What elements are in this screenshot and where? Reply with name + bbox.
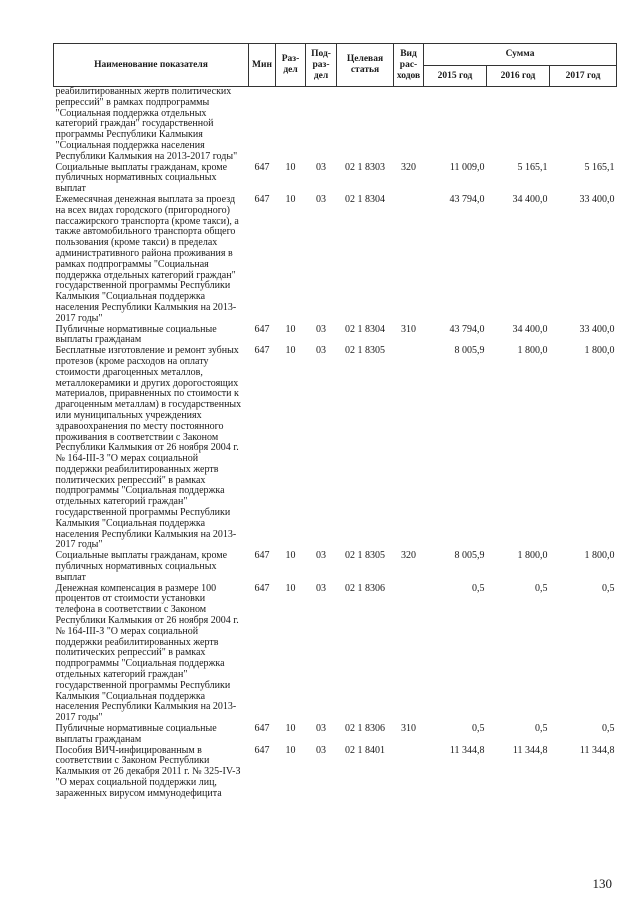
cell-razdel [276,87,306,163]
cell-2015: 8 005,9 [454,345,485,357]
cell-vid [394,346,424,551]
cell-min: 647 [254,323,270,335]
cell-2016: 1 800,0 [517,550,548,562]
cell-target: 02 1 8305 [345,550,385,562]
cell-name: Публичные нормативные социальные выплаты гражданам [55,723,217,745]
cell-podrazdel: 03 [316,323,326,335]
header-target: Целевая статья [337,44,394,87]
cell-name: Социальные выплаты гражданам, кроме публичных нормативных социальных выплат [55,550,228,583]
cell-name: реабилитированных жертв политических репрессий" в рамках подпрограммы "Социальная поддержка отдельных категорий граждан" государственной программы Республики Калмыкия "Социальная поддержка населения Республики Калмыкия на 2013-2017 годы" [55,86,238,162]
cell-podrazdel: 03 [316,345,326,357]
cell-2016: 11 344,8 [512,744,548,756]
cell-2016: 1 800,0 [517,345,548,357]
cell-target [337,87,394,163]
cell-name: Ежемесячная денежная выплата за проезд на всех видах городского (пригородного) пассажирского транспорта (кроме такси), а также автомобильного транспорта общего пользования (кроме такси) в пределах административного района проживания в рамках подпрограммы "Социальная поддержка отдельных категорий граждан" государственной программы Республики Калмыкия "Социальная поддержка населения Республики Калмыкия на 2013-2017 годы" [55,193,239,324]
cell-name: Пособия ВИЧ-инфицированным в соответствии с Законом Республики Калмыкия от 26 декабря 2011 г. № 325-IV-З "О мерах социальной поддержки лиц, зараженных вирусом иммунодефицита [55,744,241,799]
cell-2015: 11 009,0 [449,161,485,173]
table-row [54,163,617,195]
cell-min: 647 [254,193,270,205]
cell-2016: 0,5 [535,723,548,735]
cell-min [249,87,276,163]
header-podrazdel: Под- раз- дел [306,44,337,87]
cell-min: 647 [254,744,270,756]
cell-razdel: 10 [285,193,296,205]
cell-target: 02 1 8305 [345,345,385,357]
cell-vid [394,746,424,800]
table-row [54,325,617,347]
header-2017: 2017 год [550,66,617,87]
cell-2015: 0,5 [472,582,485,594]
header-min: Мин [249,44,276,87]
cell-2016 [487,87,550,163]
cell-2017: 0,5 [602,723,615,735]
table-row [54,195,617,325]
cell-2015: 0,5 [472,723,485,735]
table-row [54,551,617,583]
cell-2017: 11 344,8 [579,744,615,756]
cell-2016: 34 400,0 [512,323,548,335]
cell-razdel: 10 [285,744,296,756]
cell-2017 [550,87,617,163]
cell-vid: 310 [401,723,416,735]
cell-min: 647 [254,550,270,562]
table-row [54,346,617,551]
cell-podrazdel: 03 [316,161,326,173]
cell-target: 02 1 8304 [345,323,385,335]
cell-podrazdel: 03 [316,582,326,594]
header-2015: 2015 год [424,66,487,87]
table-row [54,87,617,163]
cell-vid: 310 [401,323,416,335]
cell-2015: 11 344,8 [449,744,485,756]
table-row [54,584,617,724]
cell-2017: 0,5 [602,582,615,594]
cell-min: 647 [254,161,270,173]
cell-target: 02 1 8306 [345,582,385,594]
cell-2017: 1 800,0 [584,550,615,562]
cell-razdel: 10 [285,582,296,594]
cell-min: 647 [254,345,270,357]
cell-name: Публичные нормативные социальные выплаты гражданам [55,323,217,346]
cell-podrazdel: 03 [316,193,326,205]
header-sum: Сумма [424,44,617,66]
cell-podrazdel [306,87,337,163]
cell-2015: 8 005,9 [454,550,485,562]
cell-vid [394,195,424,325]
cell-min: 647 [254,582,270,594]
cell-target: 02 1 8304 [345,193,385,205]
cell-target: 02 1 8401 [345,744,385,756]
cell-name: Бесплатные изготовление и ремонт зубных протезов (кроме расходов на оплату стоимости драгоценных металлов, металлокерамики и других дорогостоящих материалов, приравненных по стоимости к драгоценным металлам) в государственных или муниципальных учреждениях здравоохранения по месту постоянного проживания в соответствии с Законом Республики Калмыкия от 26 ноября 2004 г. № 164-III-З "О мерах социальной поддержки реабилитированных жертв политических репрессий" в рамках подпрограммы "Социальная поддержка отдельных категорий граждан" государственной программы Республики Калмыкия "Социальная поддержка населения Республики Калмыкия на 2013-2017 годы" [55,345,242,551]
table-row [54,746,617,800]
cell-vid: 320 [401,161,416,173]
cell-podrazdel: 03 [316,550,326,562]
cell-target: 02 1 8306 [345,723,385,735]
cell-2015: 43 794,0 [449,323,485,335]
cell-2016: 5 165,1 [517,161,548,173]
cell-2015: 43 794,0 [449,193,485,205]
cell-podrazdel: 03 [316,744,326,756]
budget-table [53,43,617,800]
cell-vid [394,87,424,163]
header-2016: 2016 год [487,66,550,87]
cell-podrazdel: 03 [316,723,326,735]
page-number: 130 [592,876,612,891]
cell-2016: 34 400,0 [512,193,548,205]
cell-2017: 5 165,1 [584,161,615,173]
cell-target: 02 1 8303 [345,161,385,173]
cell-razdel: 10 [285,323,296,335]
cell-name: Социальные выплаты гражданам, кроме публичных нормативных социальных выплат [55,161,228,195]
cell-2016: 0,5 [535,582,548,594]
cell-vid [394,584,424,724]
cell-name: Денежная компенсация в размере 100 процентов от стоимости установки телефона в соответствии с Законом Республики Калмыкия от 26 ноября 2004 г. № 164-III-З "О мерах социальной поддержки реабилитированных жертв политических репрессий" в рамках подпрограммы "Социальная поддержка отдельных категорий граждан" государственной программы Республики Калмыкия "Социальная поддержка населения Республики Калмыкия на 2013-2017 годы" [55,582,239,724]
cell-2015 [424,87,487,163]
cell-2017: 33 400,0 [579,193,615,205]
cell-razdel: 10 [285,723,296,735]
header-vid: Вид рас- ходов [394,44,424,87]
header-name: Наименование показателя [54,44,249,87]
table-row [54,724,617,746]
cell-razdel: 10 [285,345,296,357]
cell-min: 647 [254,723,270,735]
header-razdel: Раз- дел [276,44,306,87]
cell-2017: 1 800,0 [584,345,615,357]
cell-2017: 33 400,0 [579,323,615,335]
cell-vid: 320 [401,550,416,562]
cell-razdel: 10 [285,550,296,562]
cell-razdel: 10 [285,161,296,173]
